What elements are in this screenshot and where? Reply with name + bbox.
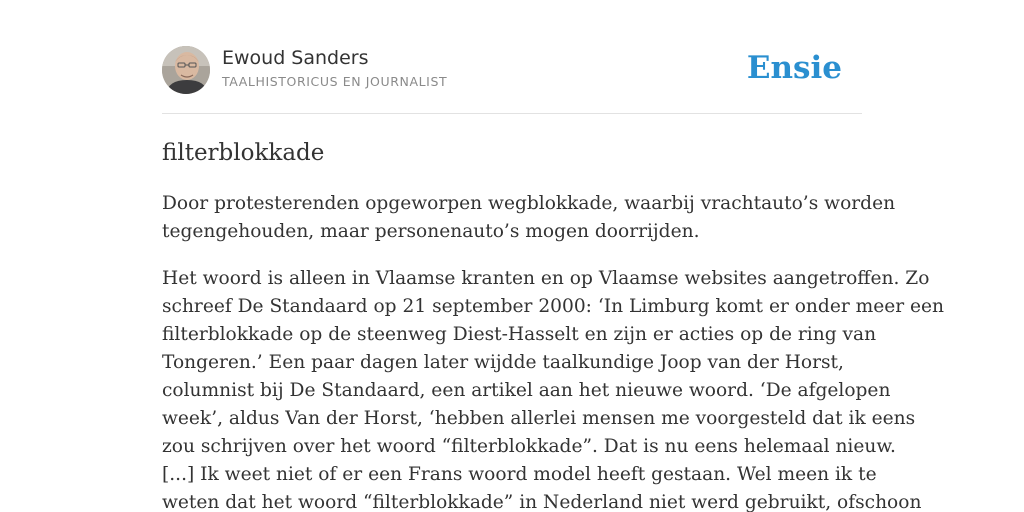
entry-title: filterblokkade [162, 140, 325, 166]
text-line: tegengehouden, maar personenauto’s mogen doorrijden. [162, 221, 700, 242]
author-role: TAALHISTORICUS EN JOURNALIST [222, 74, 448, 89]
explanation-paragraph [162, 265, 945, 512]
text-line: schreef De Standaard op 21 september 2000: ‘In Limburg komt er onder meer een [162, 296, 945, 317]
text-line: weten dat het woord “filterblokkade” in Nederland niet werd gebruikt, ofschoon [162, 492, 922, 512]
text-line: Het woord is alleen in Vlaamse kranten en op Vlaamse websites aangetroffen. Zo [162, 268, 930, 289]
text-line: Door protesterenden opgeworpen wegblokkade, waarbij vrachtauto’s worden [162, 193, 896, 214]
text-line: [...] Ik weet niet of er een Frans woord model heeft gestaan. Wel meen ik te [162, 464, 877, 485]
author-name[interactable]: Ewoud Sanders [222, 47, 369, 69]
author-photo [162, 46, 210, 94]
text-line: columnist bij De Standaard, een artikel aan het nieuwe woord. ‘De afgelopen [162, 380, 891, 401]
text-line: week’, aldus Van der Horst, ‘hebben allerlei mensen me voorgesteld dat ik eens [162, 408, 916, 429]
definition-paragraph [162, 190, 896, 246]
author-header [162, 46, 862, 96]
text-line: filterblokkade op de steenweg Diest-Hasselt en zijn er acties op de ring van [162, 324, 877, 345]
author-avatar[interactable] [162, 46, 210, 94]
text-line: zou schrijven over het woord “filterblokkade”. Dat is nu eens helemaal nieuw. [162, 436, 896, 457]
header-divider [162, 113, 862, 114]
text-line: Tongeren.’ Een paar dagen later wijdde taalkundige Joop van der Horst, [162, 352, 844, 373]
brand-logo[interactable]: Ensie [746, 50, 842, 86]
